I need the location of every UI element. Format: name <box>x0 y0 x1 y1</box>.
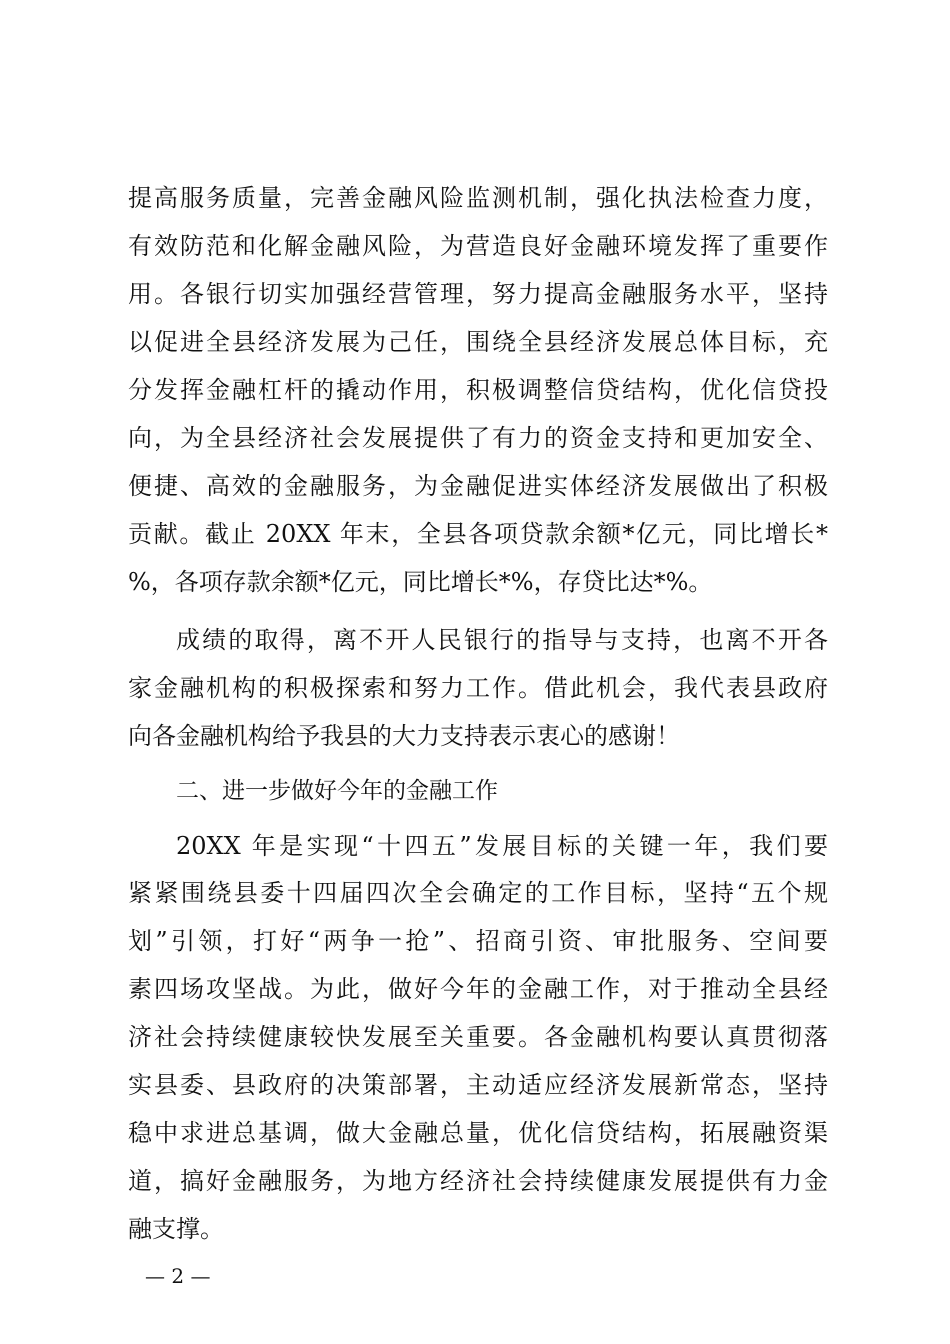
paragraph-line: 便捷、高效的金融服务，为金融促进实体经济发展做出了积极 <box>128 472 828 500</box>
paragraph-line: 贡献。截止 20XX 年末，全县各项贷款余额*亿元，同比增长* <box>128 520 828 548</box>
paragraph-line: 分发挥金融杠杆的撬动作用，积极调整信贷结构，优化信贷投 <box>128 376 828 404</box>
paragraph-line: 向各金融机构给予我县的大力支持表示衷心的感谢！ <box>128 722 680 750</box>
paragraph-line: 紧紧围绕县委十四届四次全会确定的工作目标，坚持“五个规 <box>128 879 828 907</box>
paragraph-line: 融支撑。 <box>128 1215 224 1243</box>
paragraph-line: 以促进全县经济发展为己任，围绕全县经济发展总体目标，充 <box>128 328 828 356</box>
paragraph-line: 素四场攻坚战。为此，做好今年的金融工作，对于推动全县经 <box>128 975 828 1003</box>
paragraph-line: 实县委、县政府的决策部署，主动适应经济发展新常态，坚持 <box>128 1071 828 1099</box>
paragraph-line: 20XX 年是实现“十四五”发展目标的关键一年，我们要 <box>176 832 828 860</box>
paragraph-line: 提高服务质量，完善金融风险监测机制，强化执法检查力度， <box>128 184 828 212</box>
paragraph-line: 济社会持续健康较快发展至关重要。各金融机构要认真贯彻落 <box>128 1023 828 1051</box>
paragraph-line: 稳中求进总基调，做大金融总量，优化信贷结构，拓展融资渠 <box>128 1119 828 1147</box>
paragraph-line: 用。各银行切实加强经营管理，努力提高金融服务水平，坚持 <box>128 280 828 308</box>
paragraph-line: %，各项存款余额*亿元，同比增长*%，存贷比达*%。 <box>128 568 713 596</box>
paragraph-line: 成绩的取得，离不开人民银行的指导与支持，也离不开各 <box>176 626 828 654</box>
paragraph-line: 划”引领，打好“两争一抢”、招商引资、审批服务、空间要 <box>128 927 828 955</box>
paragraph-line: 有效防范和化解金融风险，为营造良好金融环境发挥了重要作 <box>128 232 828 260</box>
section-heading: 二、进一步做好今年的金融工作 <box>176 778 498 804</box>
page-number: — 2 — <box>145 1264 211 1288</box>
paragraph-line: 向，为全县经济社会发展提供了有力的资金支持和更加安全、 <box>128 424 828 452</box>
paragraph-line: 家金融机构的积极探索和努力工作。借此机会，我代表县政府 <box>128 674 828 702</box>
paragraph-line: 道，搞好金融服务，为地方经济社会持续健康发展提供有力金 <box>128 1167 828 1195</box>
